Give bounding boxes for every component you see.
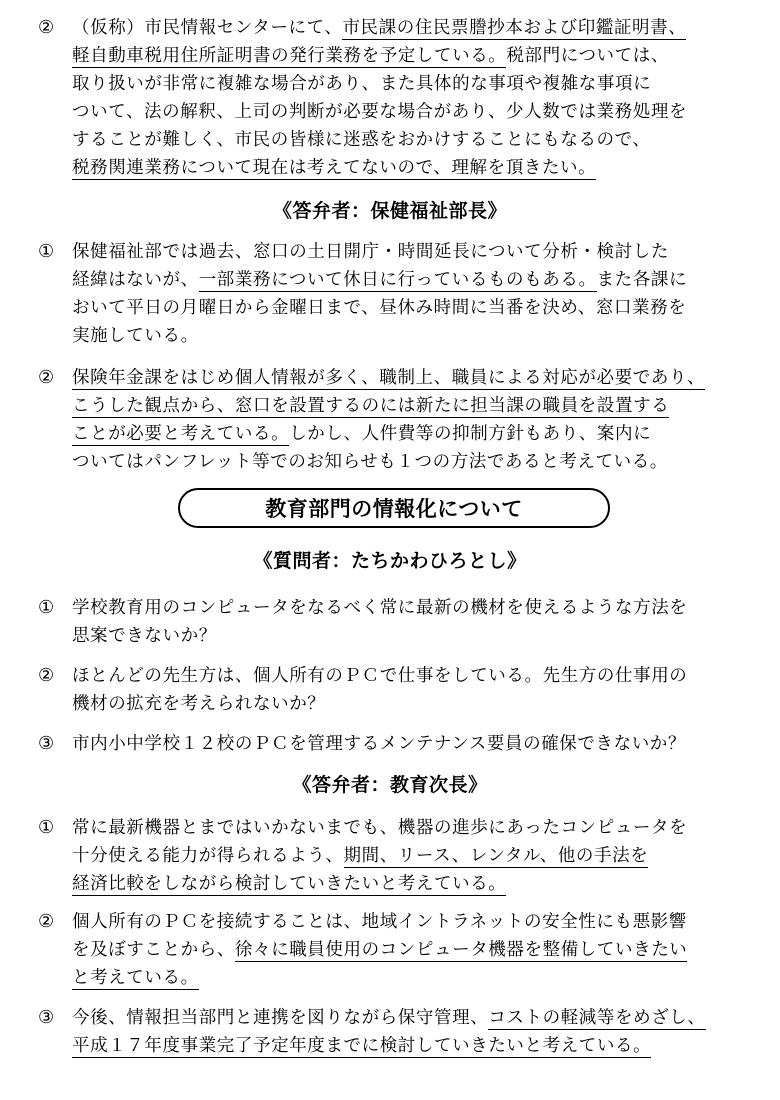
text-span: しかし、人件費等の抑制方針もあり、案内に [289,424,652,444]
text-line [72,870,506,898]
underlined-text: 平成１７年度事業完了予定年度までに検討していきたいと考えている。 [72,1036,652,1056]
item-number: ③ [38,1007,55,1028]
text-line: ついてはパンフレット等でのお知らせも１つの方法であると考えている。 [72,452,668,472]
text-span: 十分使える能力が得られるよう、 [72,846,344,866]
text-line: 学校教育用のコンピュータをなるべく常に最新の機材を使えるような方法を [72,598,688,618]
text-line [72,1004,706,1032]
underlined-text: と考えている。 [72,968,199,988]
underlined-text: 経済比較をしながら検討していきたいと考えている。 [72,874,507,894]
underlined-text: 税務関連業務について現在は考えてないので、理解を頂きたい。 [72,158,597,178]
text-span: 経緯はないが、 [72,270,199,290]
text-span: また各課に [596,270,688,290]
item-number: ③ [38,733,55,754]
item-number: ① [38,817,55,838]
item-number: ① [38,597,55,618]
section-title: 教育部門の情報化について [265,497,523,521]
text-span: （仮称）市民情報センターにて、 [72,18,343,38]
underlined-text: 一部業務について休日に行っているものもある。 [198,270,597,290]
text-line: 市内小中学校１２校のＰＣを管理するメンテナンス要員の確保できないか？ [72,734,686,754]
text-line [72,420,651,448]
text-line: 実施している。 [72,326,199,346]
text-line [72,1032,651,1060]
text-line [72,42,669,70]
underlined-text: 期間、リース、レンタル、他の手法を [343,846,649,866]
text-line: 保健福祉部では過去、窓口の土日開庁・時間延長について分析・検討した [72,242,669,262]
text-line: 常に最新機器とまではいかないまでも、機器の進歩にあったコンピュータを [72,818,688,838]
respondent-heading-education: 《答弁者：教育次長》 [292,774,488,796]
section-title-box [178,488,610,528]
text-line [72,936,687,964]
text-span: 税部門については、 [506,46,669,66]
text-line [72,392,669,420]
text-span: 今後、情報担当部門と連携を図りながら保守管理、 [72,1008,489,1028]
text-line [72,266,687,294]
text-line: ほとんどの先生方は、個人所有のＰＣで仕事をしている。先生方の仕事用の [72,666,688,686]
text-line: ついて、法の解釈、上司の判断が必要な場合があり、少人数では業務処理を [72,102,688,122]
questioner-heading: 《質問者：たちかわひろとし》 [253,550,527,572]
text-line: することが難しく、市民の皆様に迷惑をおかけすることにもなるので、 [72,130,651,150]
item-number: ② [38,911,55,932]
text-line: おいて平日の月曜日から金曜日まで、昼休み時間に当番を決め、窓口業務を [72,298,687,318]
text-line [72,842,648,870]
underlined-text: ことが必要と考えている。 [72,424,290,444]
text-line: 思案できないか？ [72,626,217,646]
underlined-text: コストの軽減等をめざし、 [488,1008,706,1028]
text-line: 個人所有のＰＣを接続することは、地域イントラネットの安全性にも悪影響 [72,912,687,932]
text-line [72,964,199,992]
text-line: 取り扱いが非常に複雑な場合があり、また具体的な事項や複雑な事項に [72,74,652,94]
item-number: ② [38,665,55,686]
text-line [72,154,596,182]
text-line: 機材の拡充を考えられないか？ [72,694,326,714]
text-line [72,14,686,42]
item-number: ① [38,241,55,262]
underlined-text: 徐々に職員使用のコンピュータ機器を整備していきたい [234,940,688,960]
text-span: を及ぼすことから、 [72,940,235,960]
underlined-text: 軽自動車税用住所証明書の発行業務を予定している。 [72,46,507,66]
respondent-heading-health-welfare: 《答弁者：保健福祉部長》 [272,200,507,222]
text-line [72,364,705,392]
item-number: ② [38,17,55,38]
underlined-text: 市民課の住民票謄抄本および印鑑証明書、 [342,18,687,38]
underlined-text: 保険年金課をはじめ個人情報が多く、職制上、職員による対応が必要であり、 [72,368,706,388]
underlined-text: こうした観点から、窓口を設置するのには新たに担当課の職員を設置する [72,396,670,416]
item-number: ② [38,367,55,388]
